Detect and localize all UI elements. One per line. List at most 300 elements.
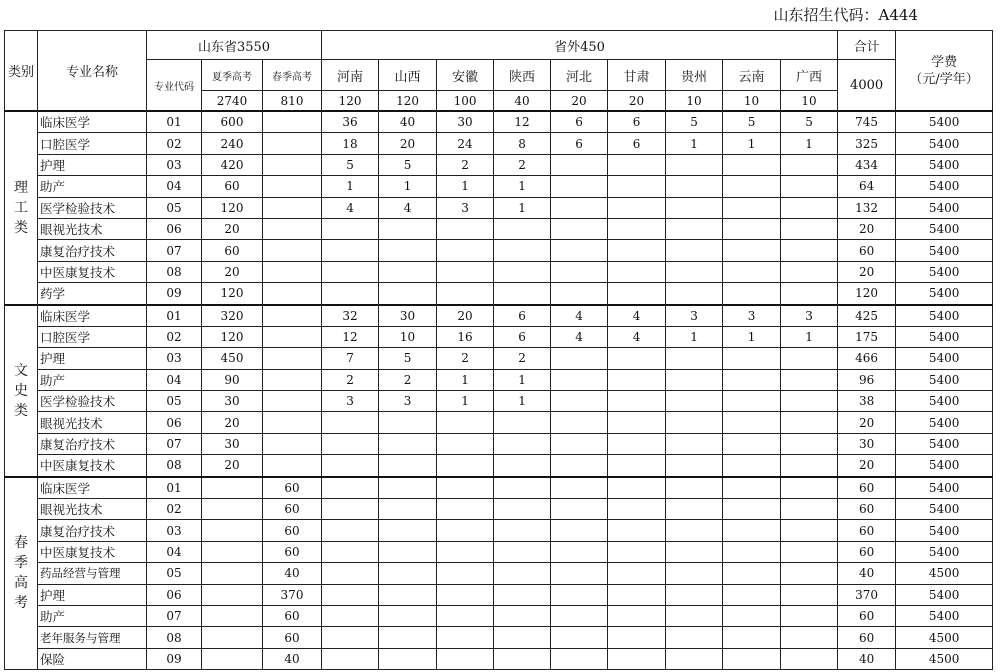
- category-char: 文: [14, 362, 28, 379]
- spring-count: [263, 133, 322, 154]
- province-count: [608, 391, 666, 412]
- province-count: 2: [322, 369, 379, 390]
- major-code: 02: [147, 499, 202, 520]
- province-count: [322, 261, 379, 282]
- province-count: 5: [379, 154, 437, 175]
- province-count: [723, 455, 781, 477]
- major-name: 药品经营与管理: [38, 563, 147, 584]
- province-count: [608, 433, 666, 454]
- row-total: 60: [838, 477, 896, 499]
- tuition-fee: 5400: [896, 477, 993, 499]
- province-count: 30: [437, 111, 494, 133]
- spring-count: [263, 391, 322, 412]
- province-count: 2: [437, 154, 494, 175]
- spring-count: 60: [263, 605, 322, 626]
- row-total: 40: [838, 563, 896, 584]
- province-count: [379, 283, 437, 305]
- tuition-fee: 5400: [896, 305, 993, 327]
- province-count: [322, 520, 379, 541]
- table-row: [5, 283, 993, 305]
- province-count: 8: [494, 133, 551, 154]
- major-code: 02: [147, 133, 202, 154]
- table-row: [5, 499, 993, 520]
- province-count: [551, 605, 608, 626]
- province-count: [723, 499, 781, 520]
- tuition-fee: 5400: [896, 348, 993, 369]
- province-count: [379, 605, 437, 626]
- category-cell: [5, 305, 38, 477]
- major-name: 口腔医学: [38, 326, 147, 347]
- tuition-fee: 5400: [896, 326, 993, 347]
- table-row: [5, 605, 993, 626]
- province-count: [322, 240, 379, 261]
- category-cell: [5, 111, 38, 305]
- row-total: 120: [838, 283, 896, 305]
- row-total: 425: [838, 305, 896, 327]
- province-count: [322, 477, 379, 499]
- province-count: 1: [494, 197, 551, 218]
- spring-count: [263, 261, 322, 282]
- province-count: 1: [666, 133, 723, 154]
- row-total: 132: [838, 197, 896, 218]
- province-count: 5: [781, 111, 838, 133]
- tuition-fee: 5400: [896, 499, 993, 520]
- spring-count: [263, 412, 322, 433]
- header-province-total-2: 100: [437, 91, 494, 112]
- row-total: 38: [838, 391, 896, 412]
- category-char: 春: [14, 535, 28, 552]
- table-row: [5, 154, 993, 175]
- major-code: 08: [147, 627, 202, 648]
- summer-count: [202, 541, 263, 562]
- province-count: [723, 605, 781, 626]
- province-count: [781, 584, 838, 605]
- header-tuition: [896, 31, 993, 112]
- summer-count: 60: [202, 240, 263, 261]
- table-row: [5, 197, 993, 218]
- tuition-fee: 5400: [896, 133, 993, 154]
- province-count: [551, 176, 608, 197]
- province-count: [437, 240, 494, 261]
- header-province-total-0: 120: [322, 91, 379, 112]
- spring-count: 40: [263, 563, 322, 584]
- table-row: [5, 240, 993, 261]
- header-province-total-1: 120: [379, 91, 437, 112]
- spring-count: 60: [263, 499, 322, 520]
- province-count: 12: [494, 111, 551, 133]
- major-code: 07: [147, 240, 202, 261]
- province-count: [379, 218, 437, 239]
- province-count: [494, 218, 551, 239]
- table-row: [5, 541, 993, 562]
- row-total: 745: [838, 111, 896, 133]
- category-cell: [5, 477, 38, 670]
- header-province-total-7: 10: [723, 91, 781, 112]
- province-count: [437, 627, 494, 648]
- tuition-fee: 4500: [896, 648, 993, 669]
- spring-count: [263, 176, 322, 197]
- province-count: [723, 477, 781, 499]
- province-count: [666, 455, 723, 477]
- province-count: 4: [608, 305, 666, 327]
- major-code: 01: [147, 305, 202, 327]
- header-province-total-3: 40: [494, 91, 551, 112]
- province-count: 1: [666, 326, 723, 347]
- header-province-0: 河南: [322, 60, 379, 91]
- major-code: 05: [147, 563, 202, 584]
- province-count: 18: [322, 133, 379, 154]
- province-count: [551, 477, 608, 499]
- province-count: [494, 240, 551, 261]
- province-count: 1: [494, 176, 551, 197]
- major-code: 02: [147, 326, 202, 347]
- province-count: [437, 563, 494, 584]
- header-category: 类别: [5, 31, 38, 112]
- major-code: 09: [147, 283, 202, 305]
- province-count: [551, 348, 608, 369]
- province-count: [723, 154, 781, 175]
- spring-count: [263, 326, 322, 347]
- province-count: [494, 433, 551, 454]
- major-name: 眼视光技术: [38, 412, 147, 433]
- province-count: 2: [379, 369, 437, 390]
- province-count: [322, 563, 379, 584]
- province-count: [666, 584, 723, 605]
- tuition-unit: （元/学年）: [909, 71, 979, 87]
- province-count: 4: [551, 326, 608, 347]
- province-count: [437, 412, 494, 433]
- province-count: [666, 391, 723, 412]
- province-count: [666, 563, 723, 584]
- province-count: [322, 627, 379, 648]
- province-count: [551, 283, 608, 305]
- province-count: [608, 584, 666, 605]
- table-row: [5, 563, 993, 584]
- summer-count: [202, 627, 263, 648]
- major-code: 08: [147, 261, 202, 282]
- province-count: 6: [608, 111, 666, 133]
- province-count: [379, 648, 437, 669]
- province-count: [494, 584, 551, 605]
- province-count: [723, 584, 781, 605]
- table-row: [5, 520, 993, 541]
- province-count: [322, 412, 379, 433]
- province-count: [379, 240, 437, 261]
- province-count: [551, 499, 608, 520]
- province-count: [551, 369, 608, 390]
- major-code: 03: [147, 520, 202, 541]
- row-total: 466: [838, 348, 896, 369]
- province-count: [494, 627, 551, 648]
- summer-count: [202, 499, 263, 520]
- major-name: 眼视光技术: [38, 499, 147, 520]
- tuition-label: 学费: [931, 54, 958, 70]
- row-total: 64: [838, 176, 896, 197]
- province-count: [781, 154, 838, 175]
- province-count: [494, 499, 551, 520]
- province-count: [437, 218, 494, 239]
- major-name: 口腔医学: [38, 133, 147, 154]
- province-count: [608, 176, 666, 197]
- province-count: [322, 218, 379, 239]
- province-count: [666, 499, 723, 520]
- province-count: [723, 627, 781, 648]
- province-count: 3: [781, 305, 838, 327]
- province-count: [551, 197, 608, 218]
- province-count: [437, 433, 494, 454]
- summer-count: 240: [202, 133, 263, 154]
- province-count: [666, 348, 723, 369]
- province-count: 32: [322, 305, 379, 327]
- province-count: [666, 477, 723, 499]
- province-count: [781, 563, 838, 584]
- row-total: 40: [838, 648, 896, 669]
- major-code: 07: [147, 433, 202, 454]
- category-char: 工: [14, 199, 28, 216]
- major-code: 08: [147, 455, 202, 477]
- header-major-code: 专业代码: [147, 60, 202, 112]
- row-total: 60: [838, 240, 896, 261]
- province-count: 1: [781, 326, 838, 347]
- table-row: [5, 455, 993, 477]
- province-count: [551, 627, 608, 648]
- header-summer-total: 2740: [202, 91, 263, 112]
- province-count: [666, 433, 723, 454]
- spring-count: [263, 283, 322, 305]
- header-province-4: 河北: [551, 60, 608, 91]
- category-char: 类: [14, 219, 28, 236]
- province-count: [608, 541, 666, 562]
- table-row: [5, 627, 993, 648]
- province-count: 40: [379, 111, 437, 133]
- major-code: 04: [147, 176, 202, 197]
- province-count: [437, 455, 494, 477]
- province-count: [379, 261, 437, 282]
- spring-count: [263, 305, 322, 327]
- province-count: 1: [379, 176, 437, 197]
- province-count: [608, 218, 666, 239]
- major-name: 护理: [38, 348, 147, 369]
- header-province-total-5: 20: [608, 91, 666, 112]
- province-count: [781, 283, 838, 305]
- province-count: 3: [666, 305, 723, 327]
- tuition-fee: 5400: [896, 111, 993, 133]
- province-count: 5: [723, 111, 781, 133]
- tuition-fee: 5400: [896, 154, 993, 175]
- province-count: 1: [437, 369, 494, 390]
- major-code: 01: [147, 111, 202, 133]
- summer-count: [202, 605, 263, 626]
- spring-count: 60: [263, 477, 322, 499]
- spring-count: [263, 348, 322, 369]
- table-row: [5, 261, 993, 282]
- province-count: [608, 240, 666, 261]
- spring-count: [263, 197, 322, 218]
- row-total: 370: [838, 584, 896, 605]
- tuition-fee: 5400: [896, 176, 993, 197]
- province-count: 4: [379, 197, 437, 218]
- province-count: 1: [437, 391, 494, 412]
- province-count: [551, 412, 608, 433]
- province-count: [781, 499, 838, 520]
- tuition-fee: 5400: [896, 197, 993, 218]
- summer-count: 20: [202, 455, 263, 477]
- province-count: [379, 584, 437, 605]
- major-name: 临床医学: [38, 477, 147, 499]
- major-name: 护理: [38, 584, 147, 605]
- province-count: [666, 627, 723, 648]
- province-count: 5: [379, 348, 437, 369]
- summer-count: 320: [202, 305, 263, 327]
- province-count: [666, 412, 723, 433]
- province-count: 5: [666, 111, 723, 133]
- province-count: 1: [723, 133, 781, 154]
- province-count: [723, 176, 781, 197]
- table-row: [5, 648, 993, 669]
- major-name: 中医康复技术: [38, 261, 147, 282]
- province-count: [666, 648, 723, 669]
- province-count: [666, 154, 723, 175]
- table-row: [5, 176, 993, 197]
- summer-count: [202, 648, 263, 669]
- province-count: [608, 197, 666, 218]
- tuition-fee: 5400: [896, 520, 993, 541]
- summer-count: [202, 584, 263, 605]
- row-total: 60: [838, 499, 896, 520]
- province-count: [379, 520, 437, 541]
- major-code: 04: [147, 369, 202, 390]
- spring-count: [263, 154, 322, 175]
- province-count: [608, 648, 666, 669]
- province-count: 5: [322, 154, 379, 175]
- enrollment-plan-table: [4, 30, 993, 670]
- province-count: [781, 412, 838, 433]
- table-row: [5, 412, 993, 433]
- category-char: 高: [14, 575, 28, 592]
- province-count: [781, 261, 838, 282]
- province-count: [608, 455, 666, 477]
- summer-count: [202, 563, 263, 584]
- table-row: [5, 477, 993, 499]
- summer-count: 600: [202, 111, 263, 133]
- province-count: [723, 197, 781, 218]
- province-count: [551, 433, 608, 454]
- major-name: 眼视光技术: [38, 218, 147, 239]
- province-count: [608, 283, 666, 305]
- province-count: 4: [551, 305, 608, 327]
- table-row: [5, 111, 993, 133]
- province-count: [322, 541, 379, 562]
- header-province-3: 陕西: [494, 60, 551, 91]
- province-count: [551, 455, 608, 477]
- province-count: [666, 261, 723, 282]
- row-total: 175: [838, 326, 896, 347]
- province-count: [666, 520, 723, 541]
- province-count: [723, 541, 781, 562]
- province-count: [781, 391, 838, 412]
- major-name: 助产: [38, 369, 147, 390]
- province-count: 3: [379, 391, 437, 412]
- header-total: 合计: [838, 31, 896, 60]
- major-name: 老年服务与管理: [38, 627, 147, 648]
- summer-count: 120: [202, 197, 263, 218]
- province-count: [781, 369, 838, 390]
- major-code: 07: [147, 605, 202, 626]
- province-count: 4: [608, 326, 666, 347]
- province-count: [379, 627, 437, 648]
- province-count: [781, 348, 838, 369]
- province-count: [437, 283, 494, 305]
- province-count: [551, 648, 608, 669]
- tuition-fee: 5400: [896, 455, 993, 477]
- province-count: 30: [379, 305, 437, 327]
- province-count: [437, 477, 494, 499]
- province-count: [781, 218, 838, 239]
- category-char: 考: [14, 595, 28, 612]
- province-count: [723, 369, 781, 390]
- tuition-fee: 5400: [896, 218, 993, 239]
- province-count: [437, 520, 494, 541]
- header-province-1: 山西: [379, 60, 437, 91]
- province-count: 4: [322, 197, 379, 218]
- major-name: 中医康复技术: [38, 541, 147, 562]
- major-name: 临床医学: [38, 111, 147, 133]
- tuition-fee: 5400: [896, 605, 993, 626]
- row-total: 20: [838, 412, 896, 433]
- province-count: [666, 176, 723, 197]
- province-count: 6: [551, 111, 608, 133]
- province-count: [494, 648, 551, 669]
- row-total: 96: [838, 369, 896, 390]
- province-count: [494, 261, 551, 282]
- province-count: [666, 283, 723, 305]
- province-count: 20: [437, 305, 494, 327]
- province-count: [781, 433, 838, 454]
- province-count: [723, 218, 781, 239]
- summer-count: 120: [202, 283, 263, 305]
- province-count: 1: [494, 369, 551, 390]
- row-total: 60: [838, 520, 896, 541]
- table-row: [5, 348, 993, 369]
- province-count: [608, 154, 666, 175]
- tuition-fee: 5400: [896, 261, 993, 282]
- province-count: [666, 240, 723, 261]
- summer-count: 60: [202, 176, 263, 197]
- province-count: 10: [379, 326, 437, 347]
- tuition-fee: 5400: [896, 240, 993, 261]
- header-shandong: 山东省3550: [147, 31, 322, 60]
- province-count: 12: [322, 326, 379, 347]
- province-count: [723, 520, 781, 541]
- major-name: 保险: [38, 648, 147, 669]
- province-count: [322, 283, 379, 305]
- major-code: 06: [147, 584, 202, 605]
- province-count: [494, 520, 551, 541]
- province-count: 1: [494, 391, 551, 412]
- row-total: 20: [838, 455, 896, 477]
- row-total: 60: [838, 627, 896, 648]
- province-count: [608, 477, 666, 499]
- province-count: [551, 391, 608, 412]
- province-count: [494, 412, 551, 433]
- header-province-8: 广西: [781, 60, 838, 91]
- province-count: [781, 520, 838, 541]
- province-count: [608, 605, 666, 626]
- province-count: 1: [781, 133, 838, 154]
- table-row: [5, 391, 993, 412]
- row-total: 60: [838, 541, 896, 562]
- province-count: [379, 499, 437, 520]
